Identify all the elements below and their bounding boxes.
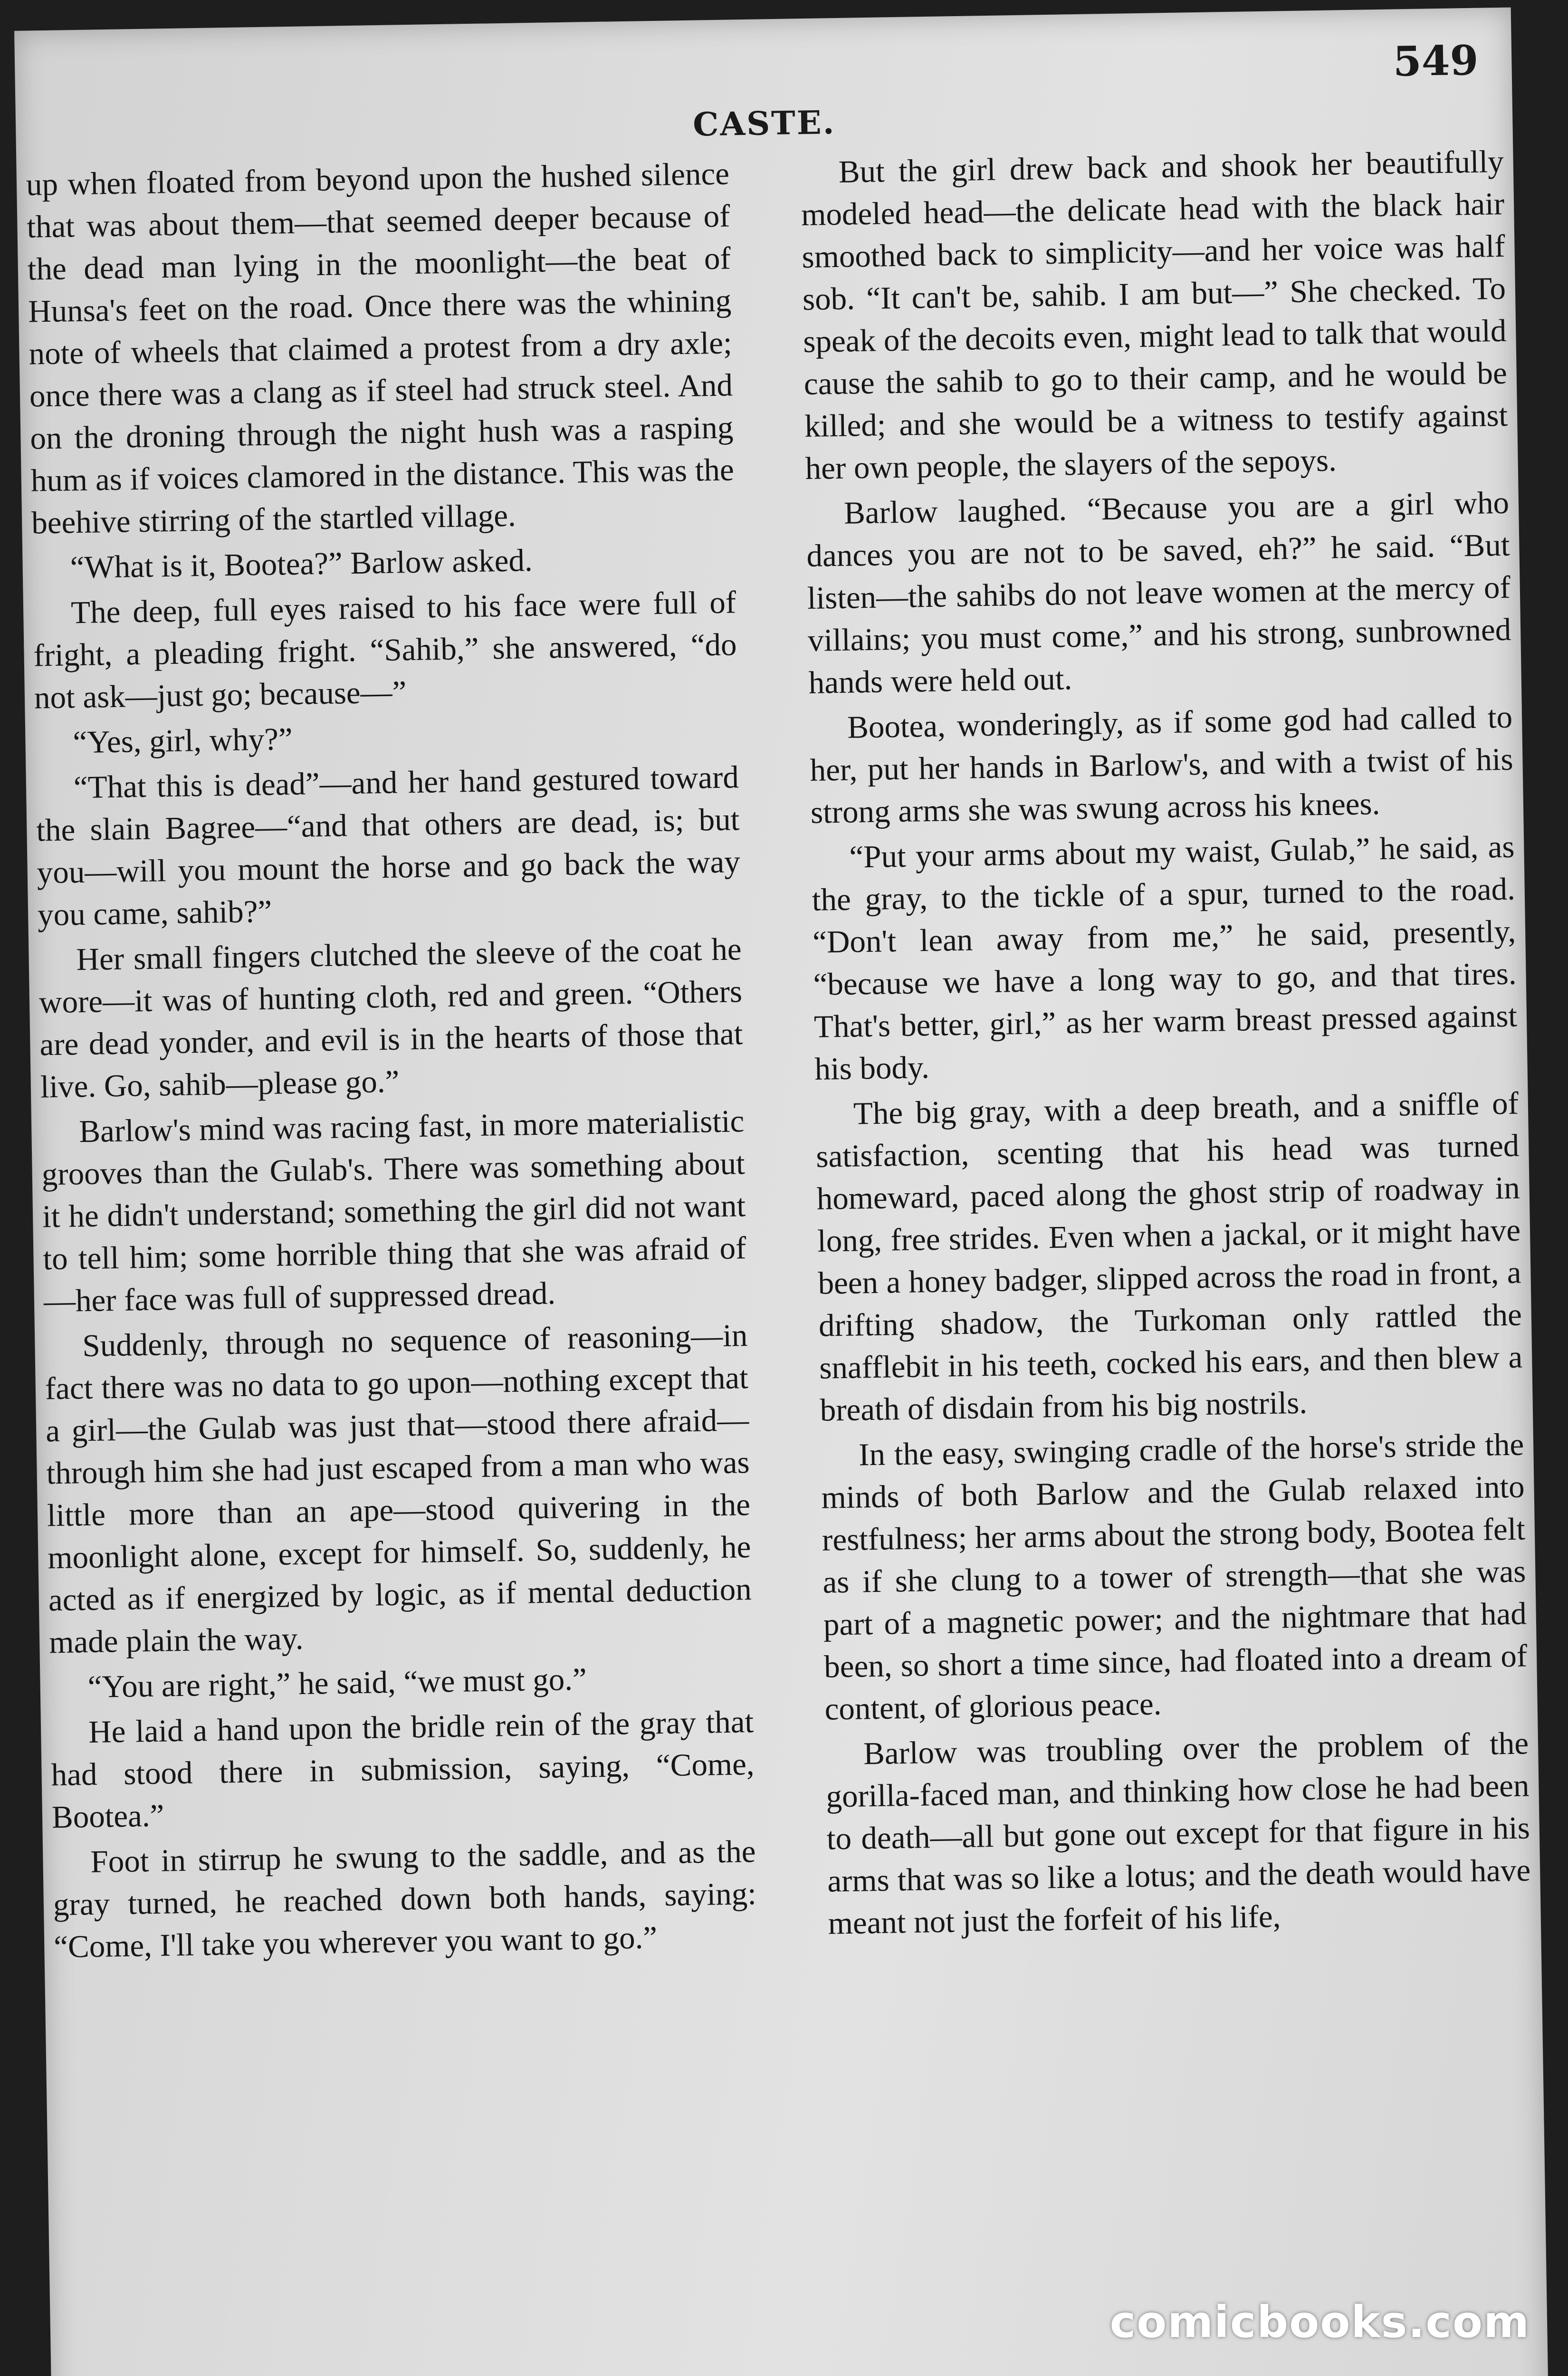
paragraph: Her small fingers clutched the sleeve of the coat he wore—it was of hunting cloth, red and green. “Others are dead yonder, and evil is in the hearts of those that live. Go, sahib—please go.” — [38, 931, 743, 1105]
paragraph: He laid a hand upon the bridle rein of the gray that had stood there in submission, saying, “Come, Bootea.” — [51, 1704, 755, 1835]
page-number: 549 — [1393, 36, 1479, 86]
paragraph: In the easy, swinging cradle of the horse's stride the minds of both Barlow and the Gulab relaxed into restfulness; her arms about the strong body, Bootea felt as if she clung to a tower of strength—that she was part of a magnetic power; and the nightmare that had been, so short a time since, had floated into a dream of content, of glorious peace. — [821, 1427, 1528, 1727]
page-header — [15, 27, 1513, 145]
paragraph: Foot in stirrup he swung to the saddle, and as the gray turned, he reached down both hands, saying: “Come, I'll take you wherever you want to go.” — [53, 1834, 757, 1965]
paragraph: The big gray, with a deep breath, and a sniffle of satisfaction, scenting that his head was turned homeward, paced along the ghost strip of roadway in long, free strides. Even when a jackal, or it might have been a honey badger, slipped across the road in front, a drifting shadow, the Turkoman only rattled the snafflebit in his teeth, cocked his ears, and then blew a breath of disdain from his big nostrils. — [815, 1085, 1523, 1428]
paragraph: The deep, full eyes raised to his face were full of fright, a pleading fright. “Sahib,” she answered, “do not ask—just go; because—” — [33, 584, 737, 716]
paragraph: Bootea, wonderingly, as if some god had called to her, put her hands in Barlow's, and with a twist of his strong arms she was swung across his knees. — [810, 699, 1514, 830]
watermark: comicbooks.com — [1109, 2297, 1530, 2347]
paragraph: Suddenly, through no sequence of reasoning—in fact there was no data to go upon—nothing except that a girl—the Gulab was just that—stood there afraid—through him she had just escaped from a man who was little more than an ape—stood quivering in the moonlight alone, except for himself. So, suddenly, he acted as if energized by logic, as if mental deduction made plain the way. — [45, 1318, 752, 1660]
paragraph: “Put your arms about my waist, Gulab,” he said, as the gray, to the tickle of a spur, turned to the road. “Don't lean away from me,” he said, presently, “because we have a long way to go, and that tires. That's better, girl,” as her warm breast pressed against his body. — [812, 829, 1518, 1087]
running-title: CASTE. — [692, 103, 836, 144]
paragraph: up when floated from beyond upon the hushed silence that was about them—that seemed deeper because of the dead man lying in the moonlight—the beat of Hunsa's feet on the road. Once there was the whining note of wheels that claimed a protest from a dry axle; once there was a clang as if steel had struck steel. And on the droning through the night hush was a rasping hum as if voices clamored in the distance. This was the beehive stirring of the startled village. — [26, 156, 735, 541]
book-page — [14, 8, 1549, 2376]
paragraph: Barlow laughed. “Because you are a girl who dances you are not to be saved, eh?” he said. “But listen—the sahibs do not leave women at the mercy of villains; you must come,” and his strong, sunbrowned hands were held out. — [806, 485, 1511, 700]
right-column — [800, 141, 1532, 1959]
paragraph: Barlow was troubling over the problem of the gorilla-faced man, and thinking how close he had been to death—all but gone out except for that figure in his arms that was so like a lotus; and the death would have meant not just the forfeit of his life, — [825, 1725, 1531, 1941]
paragraph: “That this is dead”—and her hand gestured toward the slain Bagree—“and that others are dead, is; but you—will you mount the horse and go back the way you came, sahib?” — [36, 759, 741, 933]
text-columns — [16, 141, 1541, 1972]
paragraph: “You are right,” he said, “we must go.” — [87, 1661, 587, 1705]
paragraph: Barlow's mind was racing fast, in more materialistic grooves than the Gulab's. There was something about it he didn't understand; something the girl did not want to tell him; some horrible thing that she was afraid of—her face was full of suppressed dread. — [41, 1103, 746, 1319]
paragraph: “What is it, Bootea?” Barlow asked. — [70, 543, 533, 585]
paragraph: But the girl drew back and shook her beautifully modeled head—the delicate head with the black hair smoothed back to simplicity—and her voice was half sob. “It can't be, sahib. I am but—” She checked. To speak of the decoits even, might lead to talk that would cause the sahib to go to their camp, and he would be killed; and she would be a witness to testify against her own people, the slayers of the sepoys. — [801, 144, 1508, 487]
paragraph: “Yes, girl, why?” — [72, 721, 293, 760]
left-column — [26, 153, 757, 1971]
